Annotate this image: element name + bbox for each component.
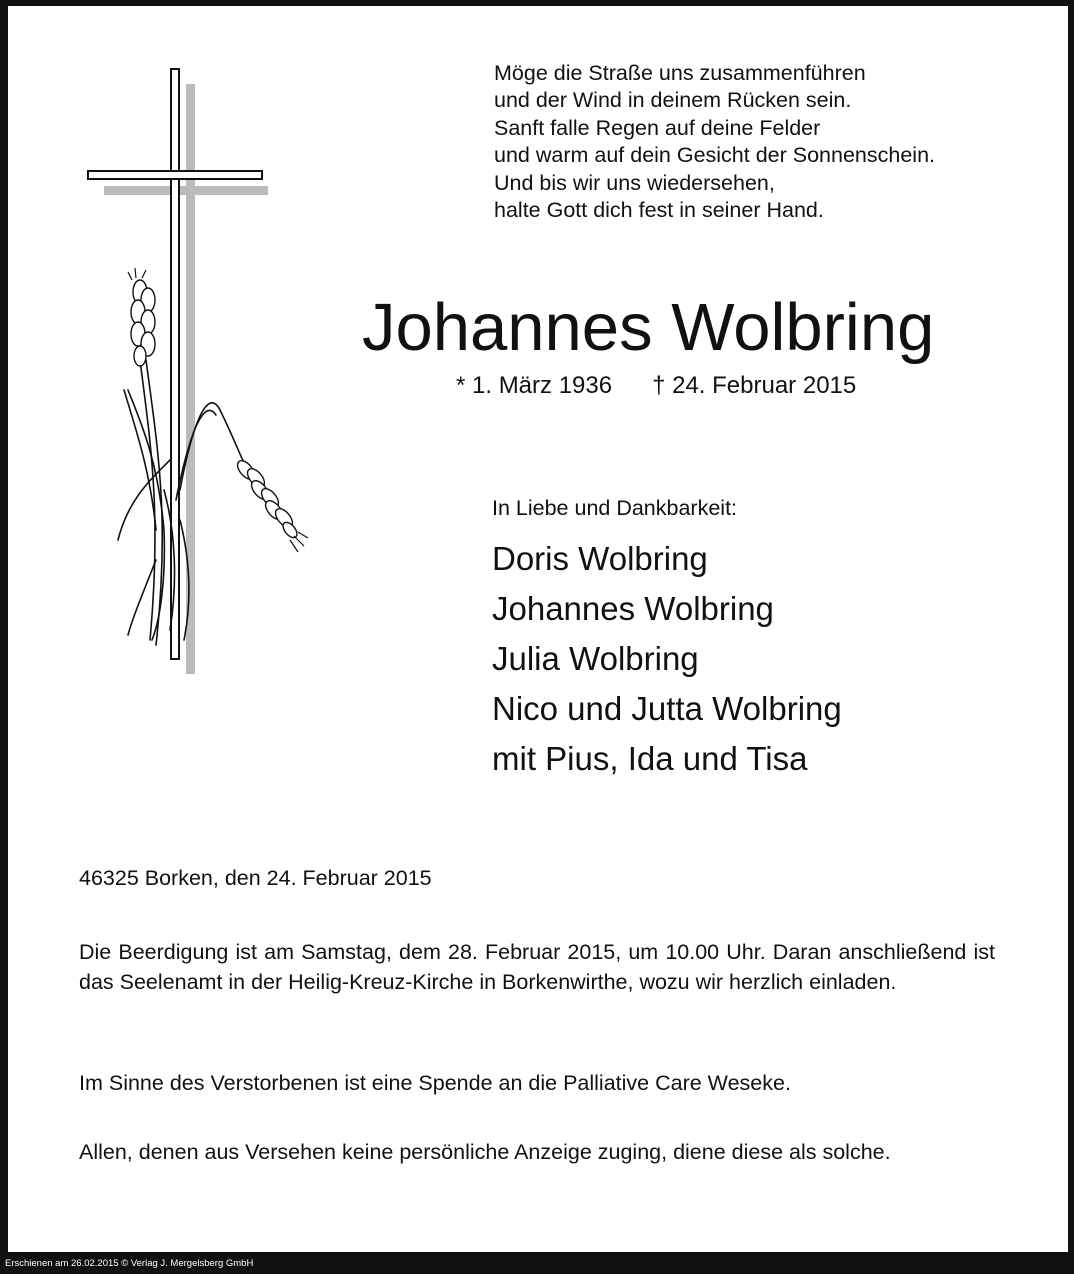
poem-verse: [494, 60, 935, 224]
life-dates: [456, 372, 856, 400]
funeral-info: Die Beerdigung ist am Samstag, dem 28. Februar 2015, um 10.00 Uhr. Daran anschließend ist das Seelenamt in der Heilig-Kreuz-Kirche in Borkenwirthe, wozu wir herzlich einladen.: [79, 940, 995, 994]
deceased-name: Johannes Wolbring: [362, 290, 935, 365]
poem-line: Möge die Straße uns zusammenführen: [494, 61, 866, 85]
poem-line: und warm auf dein Gesicht der Sonnenschein.: [494, 143, 936, 168]
place-date: 46325 Borken, den 24. Februar 2015: [79, 866, 432, 890]
poem-line: Und bis wir uns wiedersehen,: [494, 170, 775, 195]
poem-line: und der Wind in deinem Rücken sein.: [494, 88, 852, 113]
footer-credit: Erschienen am 26.02.2015 © Verlag J. Mergelsberg GmbH: [5, 1258, 254, 1269]
mourner-name: Doris Wolbring: [492, 540, 708, 577]
notice-note: Allen, denen aus Versehen keine persönliche Anzeige zuging, diene diese als solche.: [79, 1140, 891, 1164]
mourner-name: Johannes Wolbring: [492, 590, 774, 627]
mourner-name: mit Pius, Ida und Tisa: [492, 740, 808, 777]
mourner-name: Julia Wolbring: [492, 640, 699, 677]
birth-date: * 1. März 1936: [456, 372, 613, 399]
poem-line: halte Gott dich fest in seiner Hand.: [494, 198, 824, 223]
donation-note: Im Sinne des Verstorbenen ist eine Spende an die Palliative Care Weseke.: [79, 1071, 791, 1095]
poem-line: Sanft falle Regen auf deine Felder: [494, 115, 821, 140]
cross-with-wheat-icon: [80, 60, 320, 680]
mourners-intro: In Liebe und Dankbarkeit:: [492, 496, 738, 520]
mourners-list: [492, 534, 842, 784]
mourner-name: Nico und Jutta Wolbring: [492, 690, 842, 727]
death-date: † 24. Februar 2015: [652, 372, 857, 399]
